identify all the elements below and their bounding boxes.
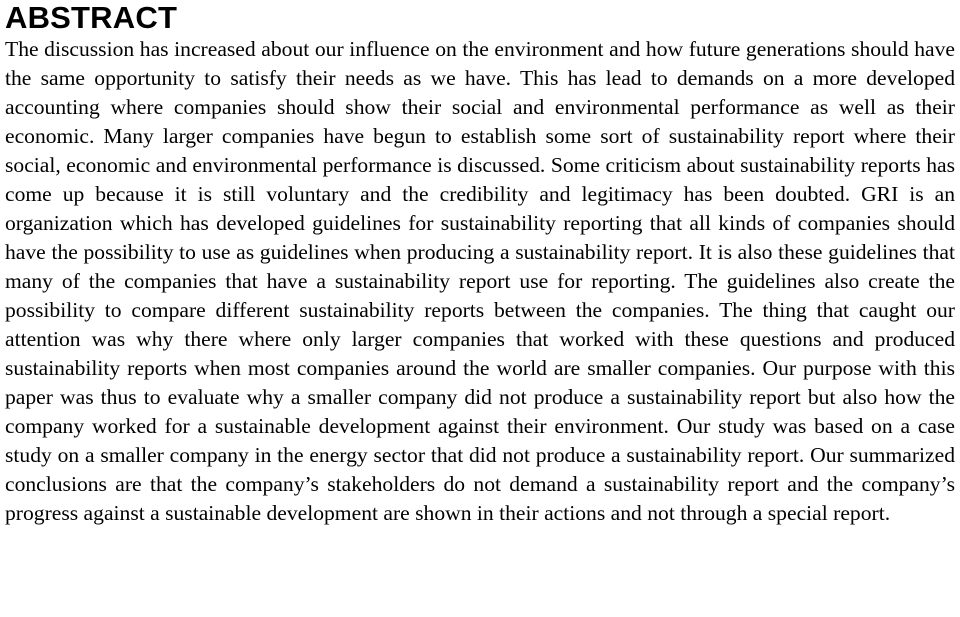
abstract-body-text: The discussion has increased about our influence on the environment and how future generations should have the same opportunity to satisfy their needs as we have. This has lead to demands on a more developed accounting where companies should show their social and environmental performance as well as their economic. Many larger companies have begun to establish some sort of sustainability report where their social, economic and environmental performance is discussed. Some criticism about sustainability reports has come up because it is still voluntary and the credibility and legitimacy has been doubted. GRI is an organization which has developed guidelines for sustainability reporting that all kinds of companies should have the possibility to use as guidelines when producing a sustainability report. It is also these guidelines that many of the companies that have a sustainability report use for reporting. The guidelines also create the possibility to compare different sustainability reports between the companies. The thing that caught our attention was why there where only larger companies that worked with these questions and produced sustainability reports when most companies around the world are smaller companies. Our purpose with this paper was thus to evaluate why a smaller company did not produce a sustainability report but also how the company worked for a sustainable development against their environment. Our study was based on a case study on a smaller company in the energy sector that did not produce a sustainability report. Our summarized conclusions are that the company’s stakeholders do not demand a sustainability report and the company’s progress against a sustainable development are shown in their actions and not through a special report. [5, 37, 955, 525]
abstract-heading: ABSTRACT [5, 0, 178, 35]
abstract-page [5, 0, 955, 528]
